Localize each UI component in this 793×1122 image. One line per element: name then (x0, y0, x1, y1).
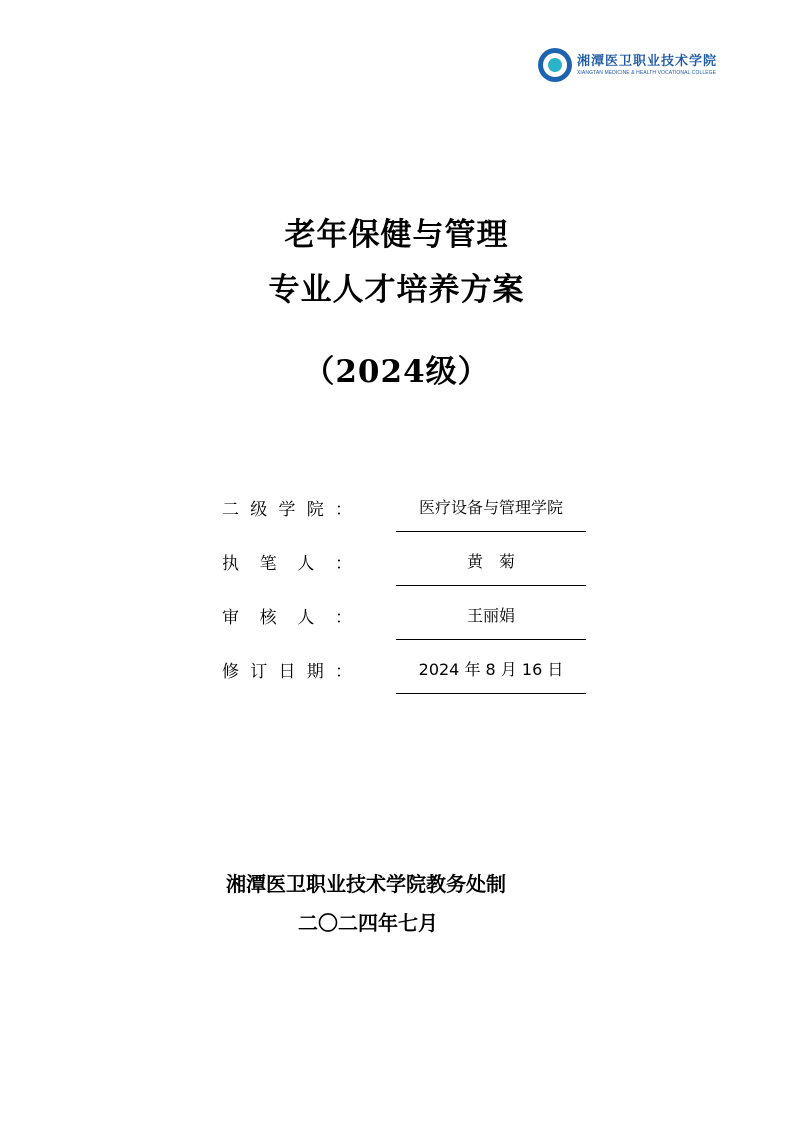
info-row-revision-date (222, 655, 592, 709)
info-row-author (222, 547, 592, 601)
info-value-reviewer: 王丽娟 (466, 606, 515, 625)
info-value-revision-date: 2024 年 8 月 16 日 (418, 660, 564, 679)
label-char: 日 (278, 662, 296, 682)
label-char: 学 (278, 500, 296, 520)
label-char: 期 (306, 662, 324, 682)
info-label (222, 495, 352, 520)
info-row-college (222, 493, 592, 547)
label-colon: ： (335, 662, 352, 682)
label-char: 核 (259, 608, 277, 628)
title-line-2: 专业人才培养方案 (268, 272, 525, 308)
info-value-author: 黄 菊 (466, 552, 515, 571)
logo-name-en: XIANGTAN MEDICINE & HEALTH VOCATIONAL COLLEGE (577, 69, 717, 76)
underline (396, 693, 586, 694)
label-colon: ： (335, 500, 352, 520)
label-char: 执 (222, 554, 239, 574)
college-logo (538, 46, 718, 84)
label-char: 二 (222, 500, 239, 520)
label-char: 院 (306, 500, 324, 520)
logo-name-cn: 湘潭医卫职业技术学院 (577, 53, 718, 69)
title-line-3: （2024级） (303, 354, 490, 390)
footer-issuer: 湘潭医卫职业技术学院教务处制 (226, 872, 506, 896)
label-char: 人 (297, 554, 315, 574)
info-label (222, 603, 352, 628)
footer-date: 二〇二四年七月 (298, 911, 438, 935)
underline (396, 639, 586, 640)
label-colon: ： (334, 608, 352, 628)
label-char: 修 (222, 662, 239, 682)
logo-text (577, 54, 717, 77)
underline (396, 585, 586, 586)
title-line-1: 老年保健与管理 (284, 217, 509, 253)
college-seal-icon (538, 48, 572, 82)
info-row-reviewer (222, 601, 592, 655)
label-char: 笔 (259, 554, 277, 574)
info-label (222, 549, 352, 574)
label-char: 级 (250, 500, 268, 520)
label-colon: ： (334, 554, 352, 574)
info-value-college: 医疗设备与管理学院 (418, 498, 563, 517)
underline (396, 531, 586, 532)
label-char: 人 (297, 608, 315, 628)
label-char: 订 (250, 662, 268, 682)
info-table (222, 493, 592, 709)
label-char: 审 (222, 608, 239, 628)
info-label (222, 657, 352, 682)
